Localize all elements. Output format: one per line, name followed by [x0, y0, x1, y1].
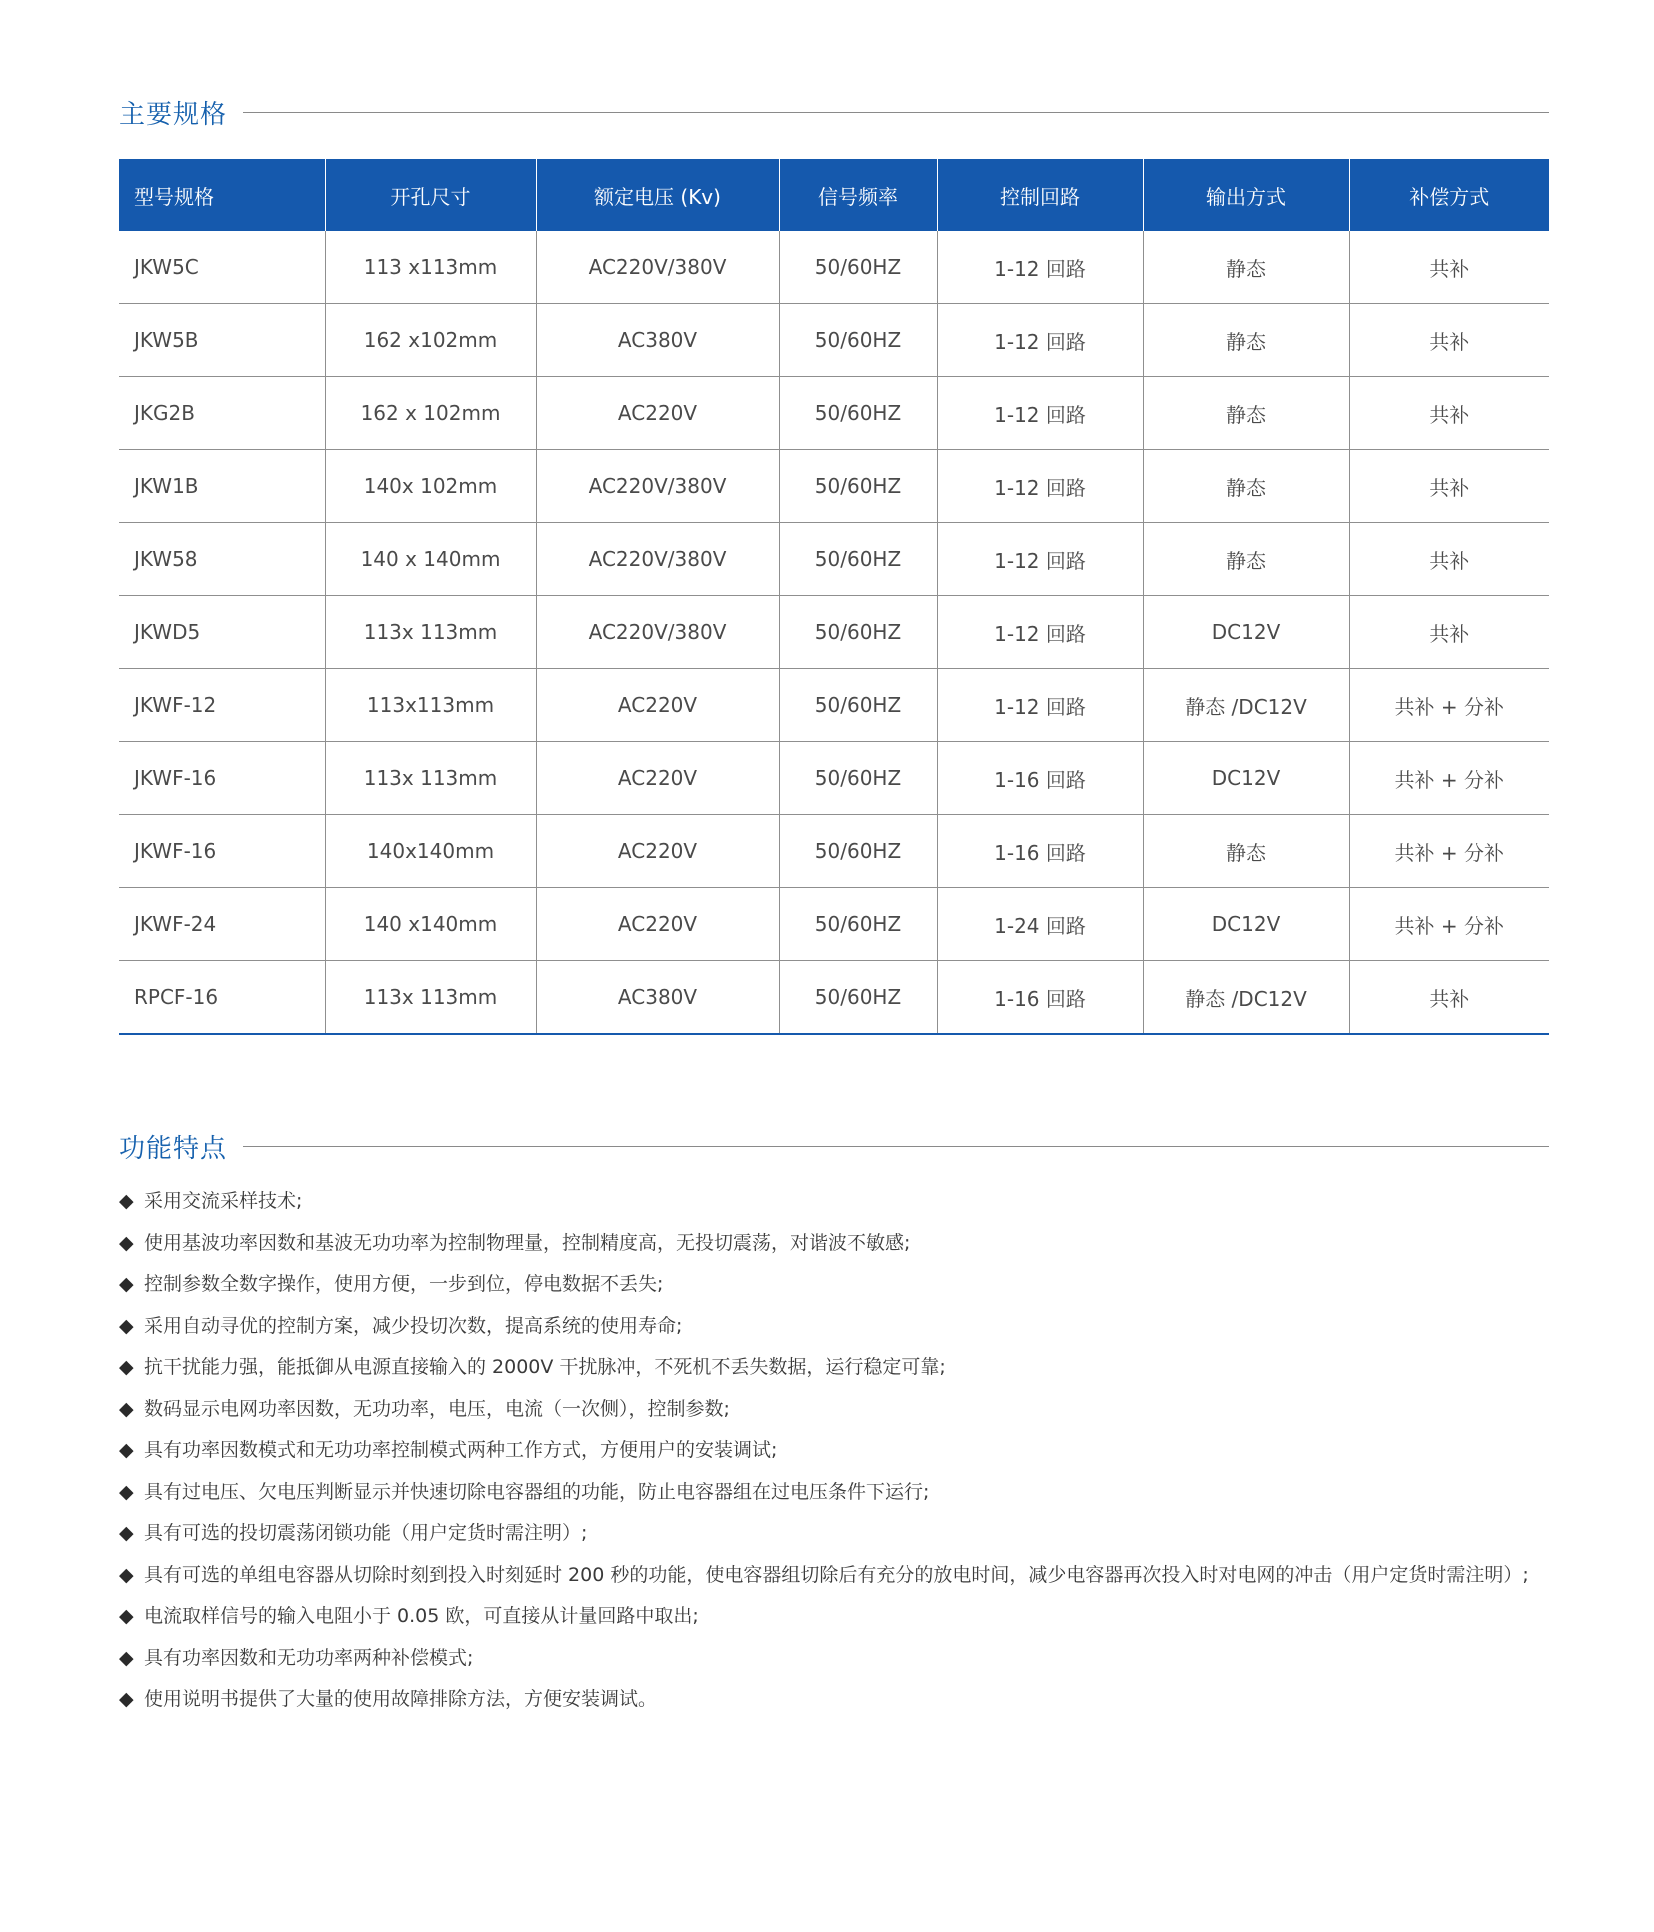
cell-control-loop: 1-16 回路 — [937, 815, 1143, 888]
cell-cutout-size: 162 x102mm — [325, 304, 536, 377]
cell-compensation-mode: 共补 + 分补 — [1349, 815, 1549, 888]
cell-cutout-size: 140x 102mm — [325, 450, 536, 523]
cell-model: JKWF-16 — [119, 742, 325, 815]
features-section-header — [119, 1128, 1549, 1165]
cell-output-mode: 静态 /DC12V — [1143, 961, 1349, 1035]
cell-model: JKWD5 — [119, 596, 325, 669]
cell-model: JKW1B — [119, 450, 325, 523]
list-item — [119, 1642, 1551, 1675]
header-rated-voltage: 额定电压 (Kv) — [536, 159, 779, 231]
cell-output-mode: 静态 — [1143, 231, 1349, 304]
cell-cutout-size: 113x 113mm — [325, 742, 536, 815]
feature-text: 采用自动寻优的控制方案，减少投切次数，提高系统的使用寿命; — [144, 1314, 683, 1337]
feature-text: 抗干扰能力强，能抵御从电源直接输入的 2000V 干扰脉冲，不死机不丢失数据，运行稳定可靠; — [144, 1356, 946, 1378]
diamond-bullet-icon: ◆ — [119, 1480, 134, 1503]
diamond-bullet-icon: ◆ — [119, 1605, 134, 1627]
cell-signal-frequency: 50/60HZ — [779, 815, 937, 888]
cell-model: JKWF-16 — [119, 815, 325, 888]
specs-table — [119, 159, 1549, 1035]
cell-signal-frequency: 50/60HZ — [779, 888, 937, 961]
cell-compensation-mode: 共补 + 分补 — [1349, 888, 1549, 961]
diamond-bullet-icon: ◆ — [119, 1231, 134, 1254]
cell-signal-frequency: 50/60HZ — [779, 377, 937, 450]
cell-output-mode: 静态 — [1143, 377, 1349, 450]
cell-signal-frequency: 50/60HZ — [779, 231, 937, 304]
list-item — [119, 1600, 1551, 1633]
cell-cutout-size: 140 x140mm — [325, 888, 536, 961]
header-control-loop: 控制回路 — [937, 159, 1143, 231]
table-row — [119, 231, 1549, 304]
cell-model: JKW58 — [119, 523, 325, 596]
cell-output-mode: DC12V — [1143, 742, 1349, 815]
cell-compensation-mode: 共补 — [1349, 231, 1549, 304]
cell-compensation-mode: 共补 — [1349, 523, 1549, 596]
cell-rated-voltage: AC380V — [536, 961, 779, 1035]
cell-output-mode: 静态 — [1143, 450, 1349, 523]
table-row — [119, 669, 1549, 742]
cell-output-mode: 静态 — [1143, 523, 1349, 596]
cell-compensation-mode: 共补 — [1349, 377, 1549, 450]
cell-compensation-mode: 共补 + 分补 — [1349, 669, 1549, 742]
list-item — [119, 1351, 1551, 1384]
cell-control-loop: 1-16 回路 — [937, 742, 1143, 815]
list-item — [119, 1310, 1551, 1343]
features-list — [119, 1185, 1551, 1725]
cell-compensation-mode: 共补 — [1349, 304, 1549, 377]
cell-signal-frequency: 50/60HZ — [779, 450, 937, 523]
cell-model: JKWF-24 — [119, 888, 325, 961]
header-model: 型号规格 — [119, 159, 325, 231]
table-row — [119, 742, 1549, 815]
feature-text: 采用交流采样技术; — [144, 1190, 303, 1212]
diamond-bullet-icon: ◆ — [119, 1439, 134, 1461]
header-signal-frequency: 信号频率 — [779, 159, 937, 231]
cell-control-loop: 1-12 回路 — [937, 523, 1143, 596]
list-item — [119, 1517, 1551, 1550]
diamond-bullet-icon: ◆ — [119, 1646, 134, 1669]
cell-model: RPCF-16 — [119, 961, 325, 1035]
table-row — [119, 304, 1549, 377]
cell-control-loop: 1-16 回路 — [937, 961, 1143, 1035]
section-divider — [243, 1146, 1549, 1147]
cell-rated-voltage: AC220V — [536, 888, 779, 961]
table-row — [119, 815, 1549, 888]
cell-cutout-size: 162 x 102mm — [325, 377, 536, 450]
cell-compensation-mode: 共补 + 分补 — [1349, 742, 1549, 815]
cell-control-loop: 1-12 回路 — [937, 596, 1143, 669]
cell-rated-voltage: AC220V — [536, 377, 779, 450]
cell-rated-voltage: AC220V/380V — [536, 231, 779, 304]
cell-model: JKWF-12 — [119, 669, 325, 742]
feature-text: 使用基波功率因数和基波无功功率为控制物理量，控制精度高，无投切震荡，对谐波不敏感; — [144, 1231, 911, 1254]
cell-rated-voltage: AC380V — [536, 304, 779, 377]
list-item — [119, 1185, 1551, 1218]
cell-rated-voltage: AC220V/380V — [536, 523, 779, 596]
feature-text: 数码显示电网功率因数，无功功率，电压，电流（一次侧），控制参数; — [144, 1397, 730, 1420]
cell-output-mode: 静态 — [1143, 304, 1349, 377]
header-compensation-mode: 补偿方式 — [1349, 159, 1549, 231]
list-item — [119, 1268, 1551, 1301]
feature-text: 使用说明书提供了大量的使用故障排除方法，方便安装调试。 — [144, 1688, 658, 1710]
cell-control-loop: 1-12 回路 — [937, 450, 1143, 523]
cell-output-mode: DC12V — [1143, 596, 1349, 669]
feature-text: 具有功率因数和无功功率两种补偿模式; — [144, 1646, 474, 1669]
feature-text: 具有过电压、欠电压判断显示并快速切除电容器组的功能，防止电容器组在过电压条件下运行; — [144, 1480, 930, 1503]
cell-compensation-mode: 共补 — [1349, 961, 1549, 1035]
cell-rated-voltage: AC220V/380V — [536, 450, 779, 523]
feature-text: 控制参数全数字操作，使用方便，一步到位，停电数据不丢失; — [144, 1273, 664, 1295]
cell-signal-frequency: 50/60HZ — [779, 669, 937, 742]
diamond-bullet-icon: ◆ — [119, 1314, 134, 1337]
cell-rated-voltage: AC220V — [536, 669, 779, 742]
feature-text: 具有可选的单组电容器从切除时刻到投入时刻延时 200 秒的功能，使电容器组切除后有充分的放电时间，减少电容器再次投入时对电网的冲击（用户定货时需注明）; — [144, 1563, 1529, 1586]
cell-control-loop: 1-12 回路 — [937, 231, 1143, 304]
header-cutout-size: 开孔尺寸 — [325, 159, 536, 231]
feature-text: 电流取样信号的输入电阻小于 0.05 欧，可直接从计量回路中取出; — [144, 1605, 699, 1627]
cell-model: JKW5C — [134, 255, 199, 279]
cell-rated-voltage: AC220V/380V — [536, 596, 779, 669]
diamond-bullet-icon: ◆ — [119, 1397, 134, 1420]
cell-cutout-size: 113x 113mm — [325, 961, 536, 1035]
table-row — [119, 596, 1549, 669]
cell-compensation-mode: 共补 — [1349, 450, 1549, 523]
cell-control-loop: 1-12 回路 — [937, 669, 1143, 742]
cell-rated-voltage: AC220V — [536, 742, 779, 815]
cell-cutout-size: 140x140mm — [325, 815, 536, 888]
cell-output-mode: DC12V — [1143, 888, 1349, 961]
table-row — [119, 523, 1549, 596]
cell-model: JKW5B — [119, 304, 325, 377]
cell-cutout-size: 113x 113mm — [325, 596, 536, 669]
cell-rated-voltage: AC220V — [536, 815, 779, 888]
cell-cutout-size: 140 x 140mm — [325, 523, 536, 596]
cell-cutout-size: 113 x113mm — [325, 231, 536, 304]
diamond-bullet-icon: ◆ — [119, 1688, 134, 1710]
diamond-bullet-icon: ◆ — [119, 1273, 134, 1295]
list-item — [119, 1559, 1551, 1592]
cell-output-mode: 静态 — [1143, 815, 1349, 888]
cell-cutout-size: 113x113mm — [325, 669, 536, 742]
cell-signal-frequency: 50/60HZ — [779, 523, 937, 596]
table-row — [119, 961, 1549, 1035]
table-row — [119, 450, 1549, 523]
cell-signal-frequency: 50/60HZ — [779, 304, 937, 377]
diamond-bullet-icon: ◆ — [119, 1563, 134, 1586]
diamond-bullet-icon: ◆ — [119, 1356, 134, 1378]
feature-text: 具有可选的投切震荡闭锁功能（用户定货时需注明）; — [144, 1522, 588, 1544]
list-item — [119, 1683, 1551, 1716]
cell-compensation-mode: 共补 — [1349, 596, 1549, 669]
specs-section-title: 主要规格 — [119, 100, 228, 130]
cell-control-loop: 1-24 回路 — [937, 888, 1143, 961]
cell-control-loop: 1-12 回路 — [937, 304, 1143, 377]
list-item — [119, 1227, 1551, 1260]
cell-output-mode: 静态 /DC12V — [1143, 669, 1349, 742]
cell-signal-frequency: 50/60HZ — [779, 596, 937, 669]
header-output-mode: 输出方式 — [1143, 159, 1349, 231]
cell-model: JKG2B — [119, 377, 325, 450]
list-item — [119, 1434, 1551, 1467]
cell-signal-frequency: 50/60HZ — [779, 742, 937, 815]
table-row — [119, 377, 1549, 450]
list-item — [119, 1476, 1551, 1509]
cell-signal-frequency: 50/60HZ — [779, 961, 937, 1035]
specs-section-header — [119, 94, 1549, 131]
diamond-bullet-icon: ◆ — [119, 1522, 134, 1544]
table-row — [119, 888, 1549, 961]
diamond-bullet-icon: ◆ — [119, 1190, 134, 1212]
section-divider — [243, 112, 1549, 113]
table-header-row — [119, 159, 1549, 231]
feature-text: 具有功率因数模式和无功功率控制模式两种工作方式，方便用户的安装调试; — [144, 1439, 778, 1461]
cell-control-loop: 1-12 回路 — [937, 377, 1143, 450]
features-section-title: 功能特点 — [119, 1134, 228, 1164]
list-item — [119, 1393, 1551, 1426]
